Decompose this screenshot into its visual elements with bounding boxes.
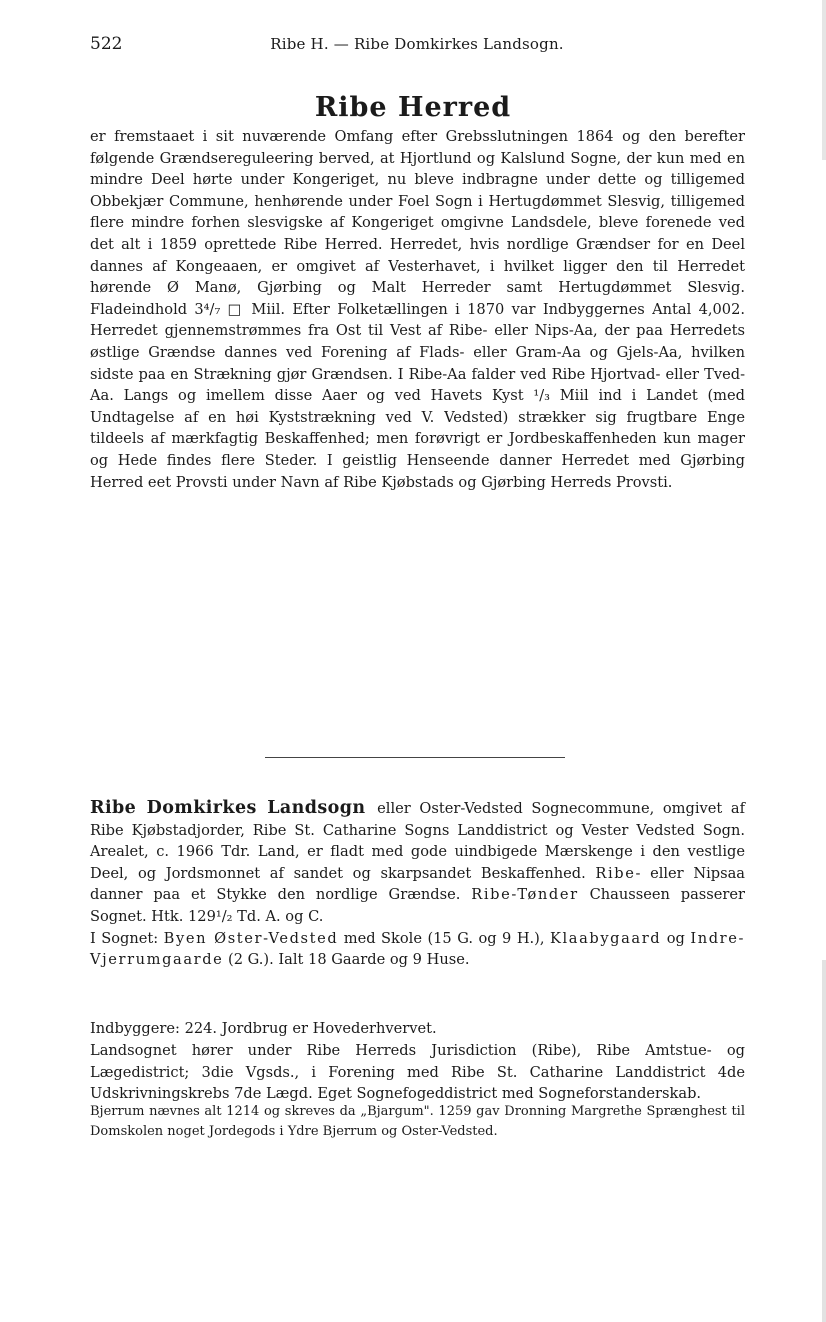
population-line: Indbyggere: 224. Jordbrug er Hovederhvervet. [90, 1020, 437, 1037]
parish-intro: eller Oster-Vedsted Sognecommune, omgivet af Ribe Kjøbstadjorder, Ribe St. Catharine Sogns Landdistrict og Vester Vedsted Sogn. Arealet, c. 1966 Tdr. Land, er fladt med gode uindbigede Mærskenge i den vestlige Deel, og Jordsmonnet af sandet og skarpsandet Beskaffenhed. [90, 800, 745, 882]
villages-intro: I Sognet: [90, 929, 159, 947]
administration-paragraph: Landsognet hører under Ribe Herreds Jurisdiction (Ribe), Ribe Amtstue- og Lægedistrict; 3die Vgsds., i Forening med Ribe St. Catharine Landdistrict 4de Udskrivningskrebs 7de Lægd. Eget Sognefogeddistrict med Sogneforstanderskab. [90, 1042, 745, 1103]
parish-description [90, 798, 745, 971]
page-edge-shadow [822, 0, 826, 160]
road-text: Chausseen passerer Sognet. Htk. 129¹/₂ Td. A. og C. [90, 886, 745, 925]
historical-note: Bjerrum nævnes alt 1214 og skreves da „Bjargum". 1259 gav Dronning Margrethe Sprænghest til Domskolen noget Jordegods i Ydre Bjerrum og Oster-Vedsted. [90, 1104, 745, 1139]
page-number: 522 [90, 34, 123, 54]
village-1: Byen Øster-Vedsted [163, 929, 339, 947]
river-name: Ribe [595, 864, 636, 882]
running-head [90, 34, 744, 58]
road-name: Ribe-Tønder [471, 886, 579, 904]
section-divider [265, 757, 565, 758]
page-edge-shadow [822, 960, 826, 1322]
village-connector: og [666, 929, 685, 947]
parish-title: Ribe Domkirkes Landsogn [90, 798, 366, 818]
running-title: Ribe H. — Ribe Domkirkes Landsogn. [270, 35, 564, 53]
herred-description: er fremstaaet i sit nuværende Omfang efter Grebsslutningen 1864 og den berefter følgende Grændsereguleering berved, at Hjortlund og Kalslund Sogne, der kun med en mindre Deel hørte under Kongeriget, nu bleve indbragne under dette og tilligemed Obbekjær Commune, henhørende under Foel Sogn i Hertugdømmet Slesvig, tilligemed flere mindre forhen slesvigske af Kongeriget omgivne Landsdele, bleve forenede ved det alt i 1859 oprettede Ribe Herred. Herredet, hvis nordlige Grændser for en Deel dannes af Kongeaaen, er omgivet af Vesterhavet, i hvilket ligger den til Herredet hørende Ø Manø, Gjørbing og Malt Herreder samt Hertugdømmet Slesvig. Fladeindhold 3⁴/₇ □ Miil. Efter Folketællingen i 1870 var Indbyggernes Antal 4,002. Herredet gjennemstrømmes fra Ost til Vest af Ribe- eller Nips-Aa, der paa Herredets østlige Grændse dannes ved Forening af Flads- eller Gram-Aa og Gjels-Aa, hvilken sidste paa en Strækning gjør Grændsen. I Ribe-Aa falder ved Ribe Hjortvad- eller Tved-Aa. Langs og imellem disse Aaer og ved Havets Kyst ¹/₃ Miil ind i Landet (med Undtagelse af en høi Kyststrækning ved V. Vedsted) strækker sig frugtbare Enge tildeels af mærkfagtig Beskaffenhed; men forøvrigt er Jordbeskaffenheden kun mager og Hede findes flere Steder. I geistlig Henseende danner Herredet med Gjørbing Herred eet Provsti under Navn af Ribe Kjøbstads og Gjørbing Herreds Provsti. [90, 128, 745, 491]
section-heading: Ribe Herred [314, 92, 512, 123]
village-3: Indre-Vjerrumgaarde [90, 929, 746, 969]
village-2: Klaabygaard [550, 929, 662, 947]
village-1-note: med Skole (15 G. og 9 H.), [343, 929, 545, 947]
villages-end: (2 G.). Ialt 18 Gaarde og 9 Huse. [228, 951, 470, 969]
river-text: - eller Nipsaa danner paa et Stykke den nordlige Grændse. [90, 864, 745, 904]
